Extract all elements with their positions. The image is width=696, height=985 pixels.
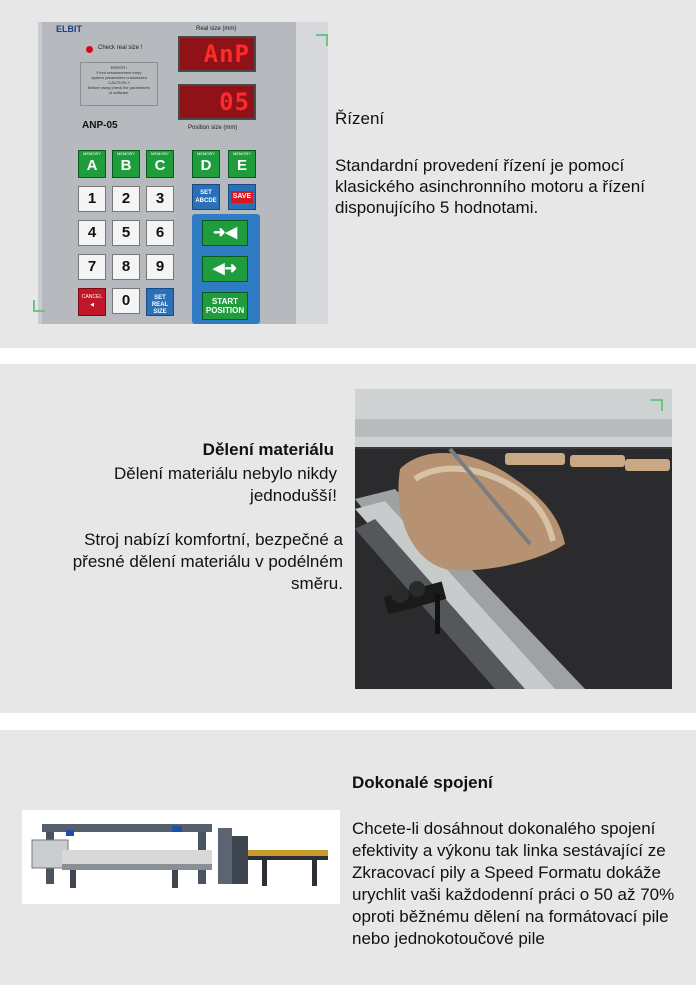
panel-model-label: ANP-05 bbox=[82, 120, 118, 131]
memory-key-a[interactable] bbox=[78, 150, 106, 178]
memory-key-letter: C bbox=[154, 157, 166, 174]
memory-label: MEMORY bbox=[151, 151, 169, 156]
section-text-deleni: Stroj nabízí komfortní, bezpečné a přesné dělení materiálu v podélném směru. bbox=[72, 530, 343, 593]
memory-key-b[interactable] bbox=[112, 150, 140, 178]
digit-key-6[interactable]: 6 bbox=[146, 220, 174, 246]
digit-key-9[interactable]: 9 bbox=[146, 254, 174, 280]
memory-label: MEMORY bbox=[233, 151, 251, 156]
saw-table-illustration bbox=[355, 389, 672, 689]
memory-key-e[interactable] bbox=[228, 150, 256, 178]
digit-key-0[interactable]: 0 bbox=[112, 288, 140, 314]
digit-key-3[interactable]: 3 bbox=[146, 186, 174, 212]
cancel-key[interactable] bbox=[78, 288, 106, 316]
production-line-illustration bbox=[22, 810, 340, 904]
panel-notice-sticker bbox=[80, 62, 158, 106]
corner-marker-icon bbox=[651, 399, 663, 411]
position-size-label: Position size (mm) bbox=[188, 125, 238, 131]
notice-line: Front measurement entry bbox=[96, 70, 142, 75]
notice-line: ERROR ! bbox=[110, 65, 128, 70]
memory-key-letter: B bbox=[120, 157, 132, 174]
notice-line: system parameters customized bbox=[91, 75, 147, 80]
saw-table-photo bbox=[355, 389, 672, 689]
save-key[interactable] bbox=[228, 184, 256, 210]
digit-key-7[interactable]: 7 bbox=[78, 254, 106, 280]
production-line-photo bbox=[22, 810, 340, 904]
memory-key-c[interactable] bbox=[146, 150, 174, 178]
digit-key-5[interactable]: 5 bbox=[112, 220, 140, 246]
corner-marker-icon bbox=[316, 34, 328, 46]
position-size-display: 05 bbox=[178, 84, 256, 120]
set-abcde-key[interactable]: SET ABCDE bbox=[192, 184, 220, 210]
set-real-size-key[interactable]: SET REAL SIZE bbox=[146, 288, 174, 316]
section-title-rizeni: Řízení bbox=[335, 109, 385, 128]
real-size-label: Real size (mm) bbox=[196, 26, 237, 32]
arrows-outward-key[interactable] bbox=[202, 256, 248, 282]
section-title-deleni: Dělení materiálu bbox=[202, 440, 334, 459]
digit-key-4[interactable]: 4 bbox=[78, 220, 106, 246]
real-size-display: AnP bbox=[178, 36, 256, 72]
control-panel-photo bbox=[38, 22, 328, 324]
memory-label: MEMORY bbox=[197, 151, 215, 156]
section-text-rizeni: Standardní provedení řízení je pomocí klasického asinchronního motoru a řízení disponujícího 5 hodnotami. bbox=[335, 156, 645, 217]
arrows-outward-icon: ◀➜ bbox=[212, 260, 238, 277]
cancel-key-label: CANCEL bbox=[81, 294, 103, 300]
check-indicator-led bbox=[86, 46, 93, 53]
notice-line: CAUTION !! bbox=[108, 80, 130, 85]
save-key-label: SAVE bbox=[231, 191, 253, 203]
panel-side-housing bbox=[296, 22, 328, 324]
section-title-spojeni: Dokonalé spojení bbox=[352, 773, 493, 792]
digit-key-2[interactable]: 2 bbox=[112, 186, 140, 212]
section-text-spojeni: Chcete-li dosáhnout dokonalého spojení efektivity a výkonu tak linka sestávající ze Zkracovací pily a Speed Formatu dokáže urychlit vaši každodenní práci o 50 až 70% oproti běžnému dělení na formátovací pile nebo jednokotoučové pile bbox=[352, 819, 675, 948]
arrows-inward-icon: ➜◀ bbox=[212, 224, 238, 241]
digit-key-1[interactable]: 1 bbox=[78, 186, 106, 212]
notice-line: Before using check the parameters bbox=[87, 85, 151, 90]
start-position-key[interactable] bbox=[202, 292, 248, 320]
back-arrow-icon: ◀ bbox=[90, 302, 94, 308]
panel-brand-logo: ELBIT bbox=[56, 24, 82, 34]
digit-key-8[interactable]: 8 bbox=[112, 254, 140, 280]
arrows-inward-key[interactable] bbox=[202, 220, 248, 246]
memory-key-letter: D bbox=[200, 157, 212, 174]
check-real-size-label: Check real size ! bbox=[98, 45, 143, 51]
position-label: POSITION bbox=[205, 306, 245, 315]
start-label: START bbox=[211, 297, 239, 306]
panel-face bbox=[42, 22, 296, 324]
memory-key-d[interactable] bbox=[192, 150, 220, 178]
memory-key-letter: A bbox=[86, 157, 98, 174]
notice-line: of software. bbox=[108, 90, 130, 95]
corner-marker-icon bbox=[33, 300, 45, 312]
section-subtitle-deleni: Dělení materiálu nebylo nikdy jednodušší! bbox=[113, 464, 337, 505]
memory-label: MEMORY bbox=[117, 151, 135, 156]
memory-key-letter: E bbox=[236, 157, 247, 174]
memory-label: MEMORY bbox=[83, 151, 101, 156]
